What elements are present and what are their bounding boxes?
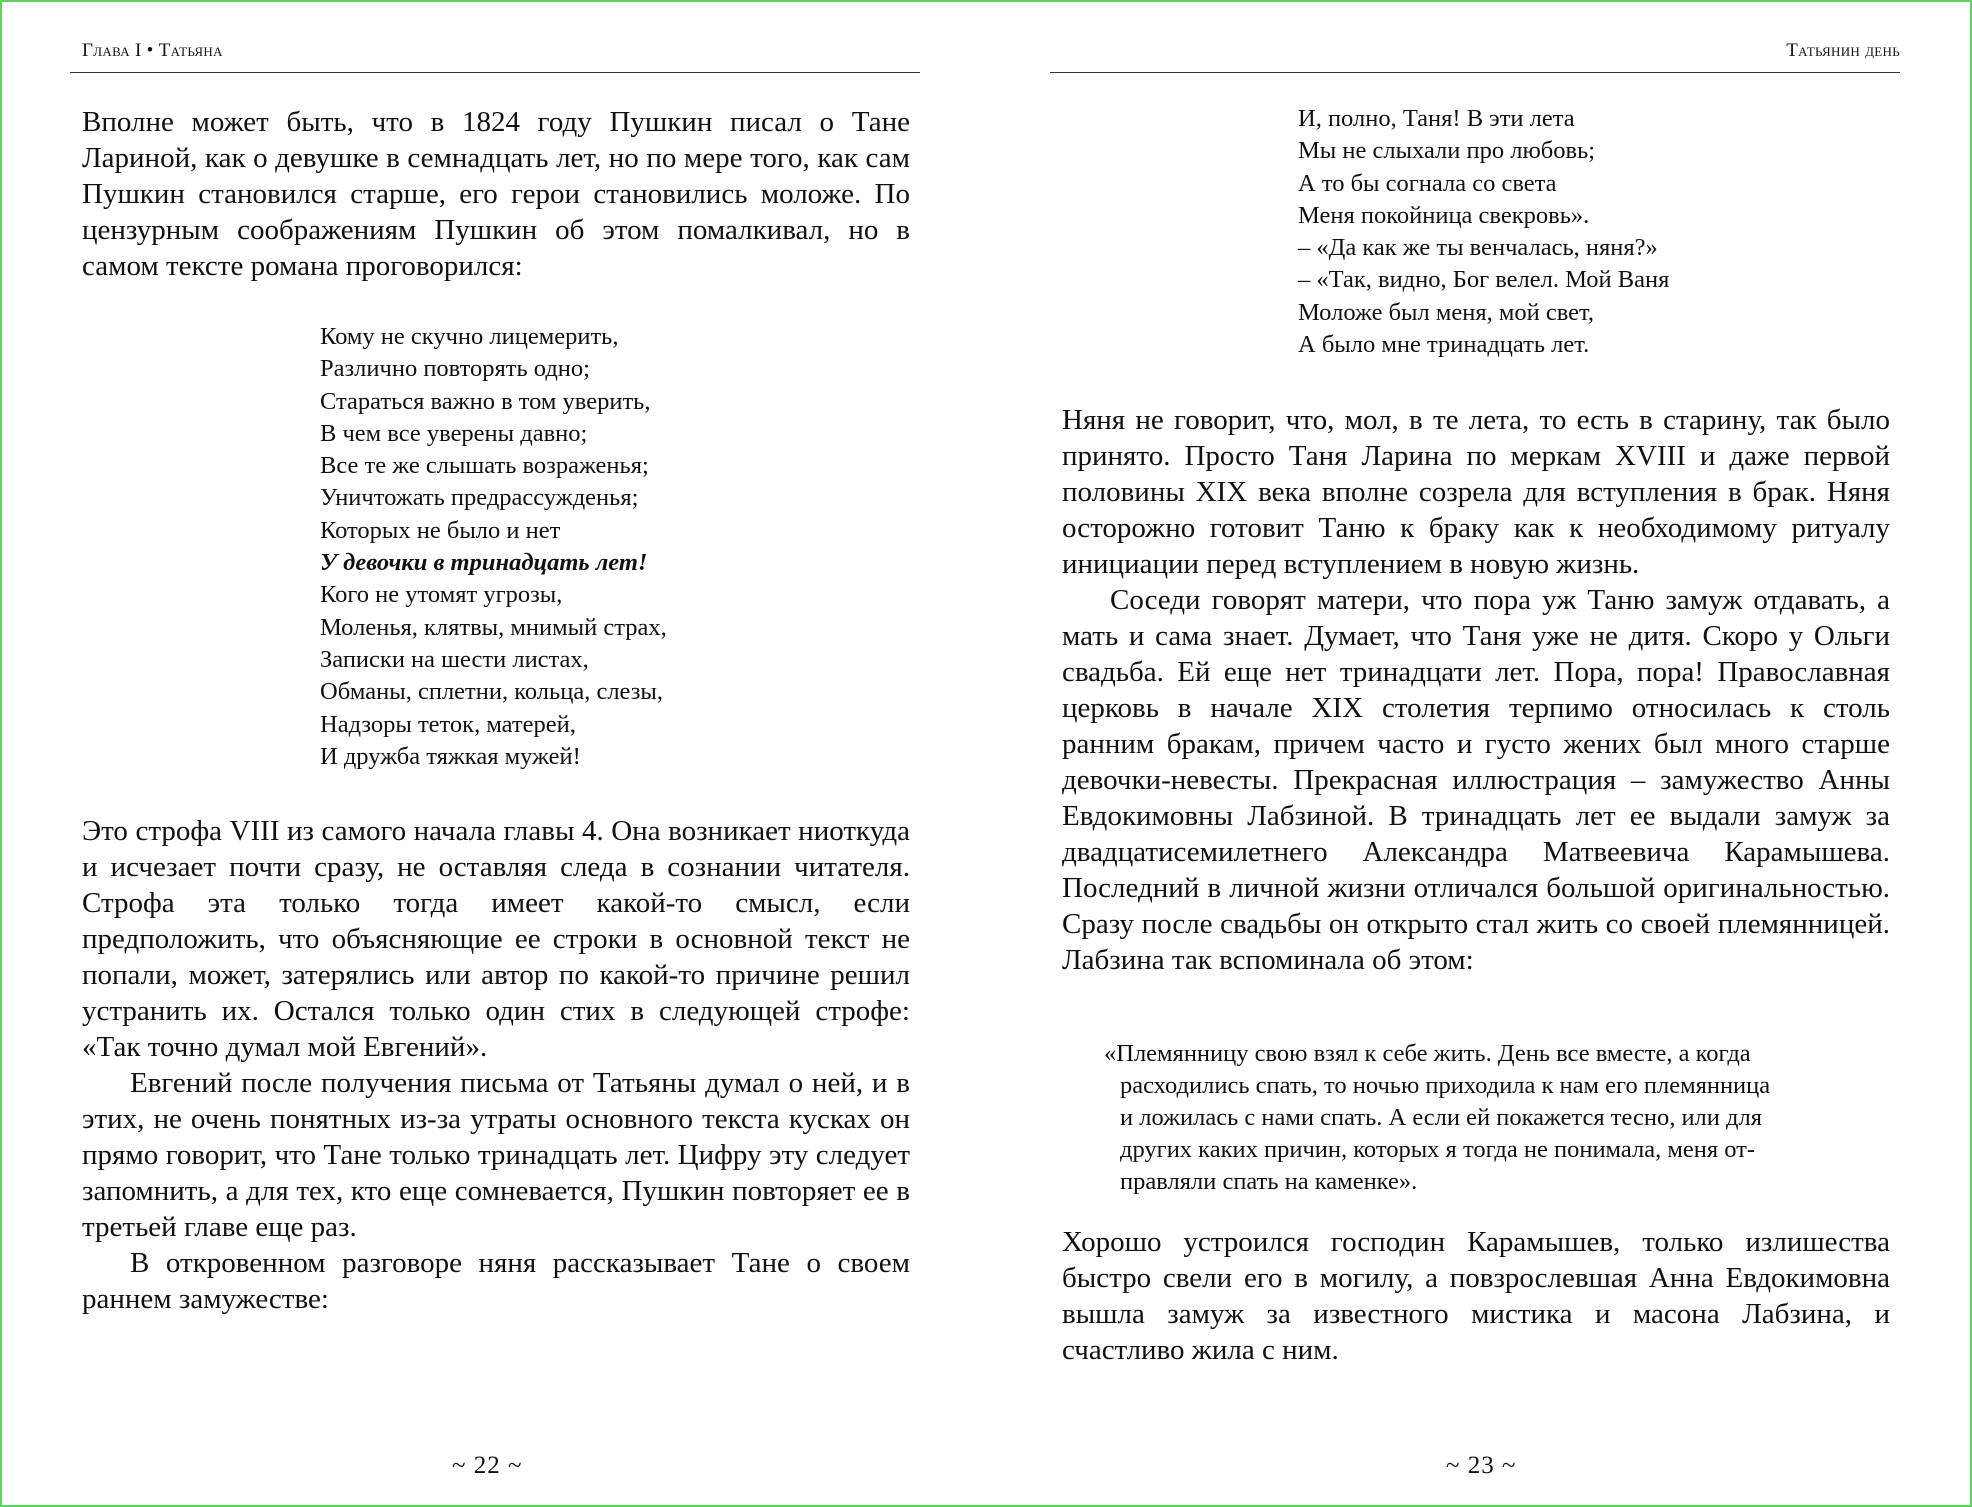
- right-body-top: [1062, 402, 1890, 978]
- left-header-rule: [70, 72, 920, 73]
- quote-line: «Племянницу свою взял к себе жить. День все вместе, а когда: [1104, 1040, 1751, 1067]
- verse-line: Моленья, клятвы, мнимый страх,: [320, 613, 667, 641]
- quote-line: других каких причин, которых я тогда не понимала, меня от-: [1120, 1136, 1756, 1163]
- left-page: [70, 0, 920, 1507]
- verse-line: И, полно, Таня! В эти лета: [1298, 105, 1575, 132]
- left-paragraph-2: Это строфа VIII из самого начала главы 4. Она возникает ниоткуда и исчезает почти сразу, не оставляя следа в сознании читателя. Строфа эта только тогда имеет какой-то смысл, если предположить, что объясняющие ее строки в основной текст не попали, может, затерялись или автор по какой-то причине решил устранить их. Остался только один стих в следующей строфе: «Так точно думал мой Евгений».: [82, 815, 910, 1063]
- right-running-head: Татьянин день: [1786, 40, 1900, 61]
- verse-line: Обманы, сплетни, кольца, слезы,: [320, 678, 663, 706]
- verse-line: Уничтожать предрассужденья;: [320, 484, 639, 512]
- verse-line-emphasized: У девочки в тринадцать лет!: [320, 549, 648, 577]
- verse-line: Записки на шести листах,: [320, 645, 589, 673]
- left-running-head: Глава I • Татьяна: [82, 40, 223, 61]
- quote-line: расходились спать, то ночью приходила к нам его племянница: [1120, 1072, 1771, 1099]
- right-page: [1050, 0, 1900, 1507]
- right-paragraph-2: Соседи говорят матери, что пора уж Таню замуж отдавать, а мать и сама знает. Думает, что Таня уже не дитя. Скоро у Ольги свадьба. Ей еще нет тринадцати лет. Пора, пора! Православная церковь в начале XIX столетия терпимо относилась к столь ранним бракам, причем часто и густо жених был много старше девочки-невесты. Прекрасная иллюстрация – замужество Анны Евдокимовны Лабзиной. В тринадцать лет ее выдали замуж за двадцатисемилетнего Александра Матвеевича Карамышева. Последний в личной жизни отличался большой оригинальностью. Сразу после свадьбы он открыто стал жить со своей племянницей. Лабзина так вспоминала об этом:: [1062, 584, 1890, 976]
- quote-line: правляли спать на каменке».: [1120, 1168, 1418, 1195]
- verse-line: Различно повторять одно;: [320, 355, 590, 383]
- left-verse-stanza: [320, 321, 667, 773]
- left-paragraph-4: В откровенном разговоре няня рассказывает Тане о своем раннем замужестве:: [82, 1247, 910, 1315]
- left-paragraph-1: Вполне может быть, что в 1824 году Пушкин писал о Тане Лариной, как о девушке в семнадцать лет, но по мере того, как сам Пушкин становился старше, его герои становились моложе. По цензурным соображениям Пушкин об этом помалкивал, но в самом тексте романа проговорился:: [82, 106, 910, 282]
- verse-line: Кому не скучно лицемерить,: [320, 323, 619, 350]
- left-body-bottom: [82, 813, 910, 1317]
- verse-line: – «Так, видно, Бог велел. Мой Ваня: [1298, 266, 1670, 294]
- right-verse-stanza: [1298, 103, 1669, 361]
- verse-line: Все те же слышать возраженья;: [320, 452, 649, 480]
- right-blockquote: [1104, 1038, 1770, 1198]
- right-header-rule: [1050, 72, 1900, 73]
- right-body-bottom: [1062, 1224, 1890, 1368]
- verse-line: Мы не слыхали про любовь;: [1298, 137, 1596, 165]
- verse-line: И дружба тяжкая мужей!: [320, 742, 581, 770]
- quote-line: и ложилась с нами спать. А если ей покажется тесно, или для: [1120, 1104, 1762, 1131]
- verse-line: Стараться важно в том уверить,: [320, 387, 651, 415]
- right-paragraph-1: Няня не говорит, что, мол, в те лета, то есть в старину, так было принято. Просто Таня Ларина по меркам XVIII и даже первой половины XIX века вполне созрела для вступления в брак. Няня осторожно готовит Таню к браку как к необходимому ритуалу инициации перед вступлением в новую жизнь.: [1062, 404, 1890, 580]
- verse-line: Моложе был меня, мой свет,: [1298, 298, 1595, 326]
- left-page-number: ~ 22 ~: [452, 1452, 523, 1479]
- verse-line: Меня покойница свекровь».: [1298, 201, 1590, 229]
- verse-line: А то бы согнала со света: [1298, 169, 1557, 197]
- verse-line: А было мне тринадцать лет.: [1298, 331, 1590, 359]
- left-body-top: [82, 104, 910, 284]
- right-paragraph-3: Хорошо устроился господин Карамышев, только излишества быстро свели его в могилу, а повзрослевшая Анна Евдокимовна вышла замуж за известного мистика и масона Лабзина, и счастливо жила с ним.: [1062, 1226, 1890, 1366]
- right-page-number: ~ 23 ~: [1446, 1452, 1517, 1479]
- verse-line: В чем все уверены давно;: [320, 419, 588, 447]
- verse-line: Надзоры теток, матерей,: [320, 710, 576, 738]
- left-paragraph-3: Евгений после получения письма от Татьяны думал о ней, и в этих, не очень понятных из-за утраты основного текста кусках он прямо говорит, что Тане только тринадцать лет. Цифру эту следует запомнить, а для тех, кто еще сомневается, Пушкин повторяет ее в третьей главе еще раз.: [82, 1067, 910, 1243]
- verse-line: – «Да как же ты венчалась, няня?»: [1298, 234, 1658, 262]
- verse-line: Кого не утомят угрозы,: [320, 581, 563, 609]
- verse-line: Которых не было и нет: [320, 516, 561, 544]
